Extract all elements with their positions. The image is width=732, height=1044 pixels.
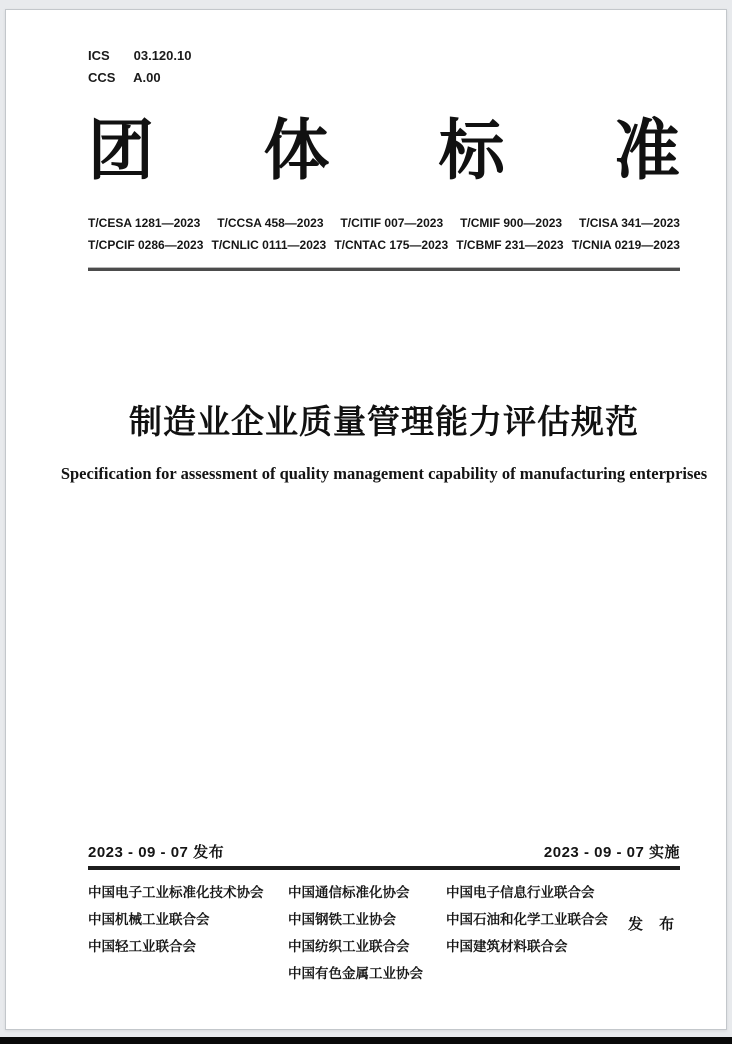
- publisher-name: 中国通信标准化协会: [288, 885, 410, 900]
- standard-number: T/CITIF 007—2023: [340, 216, 444, 230]
- standard-number: T/CISA 341—2023: [579, 216, 680, 230]
- publisher-name: 中国石油和化学工业联合会: [446, 912, 608, 927]
- issue-date: 2023 - 09 - 07: [88, 844, 189, 861]
- standard-number: T/CNIA 0219—2023: [571, 238, 680, 252]
- ics-label: ICS: [88, 48, 110, 63]
- standard-type-banner: [88, 114, 680, 190]
- standard-number: T/CNLIC 0111—2023: [211, 238, 327, 252]
- issue-label: 发布: [193, 844, 225, 861]
- banner-char: 团: [88, 115, 154, 188]
- publisher-name: 中国有色金属工业协会: [288, 966, 423, 981]
- implement-date: 2023 - 09 - 07: [543, 844, 645, 861]
- standard-numbers-row-1: [88, 216, 680, 230]
- standard-number: T/CNTAC 175—2023: [334, 238, 449, 252]
- publisher-name: 中国建筑材料联合会: [446, 939, 568, 954]
- meta-codes: [88, 45, 191, 89]
- standard-number: T/CESA 1281—2023: [88, 216, 201, 230]
- viewer-bottom-bar: [0, 1037, 732, 1044]
- publisher-name: 中国电子信息行业联合会: [446, 885, 595, 900]
- banner-char: 准: [613, 115, 680, 188]
- document-page: [5, 9, 727, 1030]
- implement-label: 实施: [648, 844, 680, 861]
- publisher-name: 中国轻工业联合会: [88, 939, 196, 954]
- standard-number: T/CBMF 231—2023: [456, 238, 564, 252]
- header-divider: [88, 267, 680, 271]
- dates-row: [88, 841, 680, 862]
- ics-line: [88, 45, 191, 67]
- ics-value: 03.120.10: [133, 48, 192, 63]
- footer-divider: [88, 866, 680, 870]
- publishers-column-2: [288, 879, 423, 987]
- issue-date-line: [88, 841, 224, 862]
- standard-numbers-row-2: [88, 238, 680, 252]
- publish-label: 发 布: [628, 916, 681, 933]
- standard-number: T/CPCIF 0286—2023: [88, 238, 204, 252]
- publisher-name: 中国纺织工业联合会: [288, 939, 410, 954]
- publishers-column-3: [446, 879, 608, 960]
- ccs-line: [88, 67, 191, 89]
- ccs-value: A.00: [133, 70, 161, 85]
- publishers-column-1: [88, 879, 264, 960]
- standard-number: T/CCSA 458—2023: [217, 216, 324, 230]
- standard-number: T/CMIF 900—2023: [460, 216, 563, 230]
- implement-date-line: [544, 841, 680, 862]
- document-title-en: Specification for assessment of quality management capability of manufacturing enterprises: [60, 464, 708, 483]
- publisher-name: 中国电子工业标准化技术协会: [88, 885, 264, 900]
- document-title-zh: 制造业企业质量管理能力评估规范: [129, 403, 639, 440]
- publisher-name: 中国机械工业联合会: [88, 912, 210, 927]
- banner-char: 标: [438, 115, 505, 188]
- ccs-label: CCS: [88, 70, 116, 85]
- publisher-name: 中国钢铁工业协会: [288, 912, 396, 927]
- banner-char: 体: [263, 115, 330, 188]
